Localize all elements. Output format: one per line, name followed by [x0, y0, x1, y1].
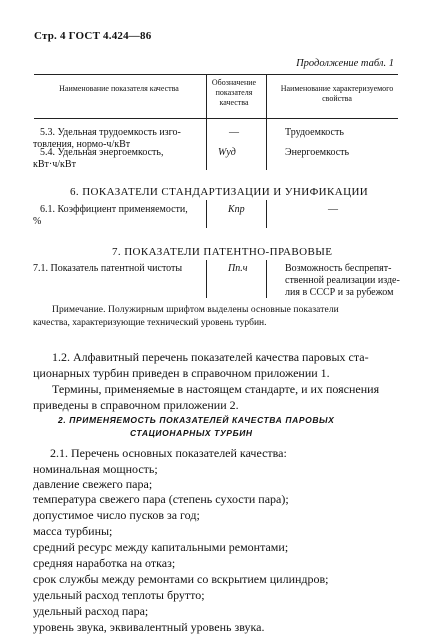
note-line: качества, характеризующие технический уровень турбин. — [33, 318, 267, 328]
note-line: Примечание. Полужирным шрифтом выделены основные показатели — [52, 305, 339, 315]
column-divider — [206, 74, 207, 118]
table-continuation-label: Продолжение табл. 1 — [296, 58, 394, 69]
row-symbol: — — [229, 127, 239, 138]
column-divider — [206, 118, 207, 170]
column-header-name: Наименование показателя качества — [59, 84, 179, 93]
table-section-title: 7. ПОКАЗАТЕЛИ ПАТЕНТНО-ПРАВОВЫЕ — [112, 246, 333, 258]
column-divider — [266, 200, 267, 228]
list-item: срок службы между ремонтами со вскрытием цилиндров; — [33, 572, 329, 586]
row-name-line: % — [33, 216, 42, 227]
list-item: средняя наработка на отказ; — [33, 556, 176, 570]
row-property-line: Возможность беспрепят- — [285, 263, 392, 274]
column-header-symbol: Обозначение показателя качества — [211, 78, 257, 107]
list-item: масса турбины; — [33, 524, 113, 538]
column-divider — [206, 260, 207, 298]
row-symbol: Kпр — [228, 204, 245, 215]
list-item: удельный расход теплоты брутто; — [33, 588, 205, 602]
row-name-line: 5.4. Удельная энергоемкость, — [40, 147, 164, 158]
table-top-rule — [34, 74, 398, 75]
row-property: Энергоемкость — [285, 147, 350, 158]
column-header-property: Наименование характеризуемого свойства — [280, 84, 394, 103]
row-name-line: 6.1. Коэффициент применяемости, — [40, 204, 188, 215]
section-heading: СТАЦИОНАРНЫХ ТУРБИН — [130, 428, 253, 438]
paragraph-line: 1.2. Алфавитный перечень показателей качества паровых ста- — [52, 350, 369, 364]
row-symbol: Wуд — [218, 147, 236, 158]
column-divider — [206, 200, 207, 228]
row-name-line: 5.3. Удельная трудоемкость изго- — [40, 127, 181, 138]
paragraph-line: приведены в справочном приложении 2. — [33, 398, 239, 412]
column-divider — [266, 74, 267, 118]
column-divider — [266, 118, 267, 170]
row-name: 7.1. Показатель патентной чистоты — [33, 263, 183, 274]
row-name-line: товления, нормо-ч/кВт — [33, 139, 131, 150]
row-property-line: ственной реализации изде- — [285, 275, 400, 286]
list-item: допустимое число пусков за год; — [33, 508, 200, 522]
table-section-title: 6. ПОКАЗАТЕЛИ СТАНДАРТИЗАЦИИ И УНИФИКАЦИИ — [70, 186, 369, 198]
row-property: Трудоемкость — [285, 127, 344, 138]
list-item: 2.1. Перечень основных показателей качества: — [50, 446, 287, 460]
list-item: температура свежего пара (степень сухости пара); — [33, 492, 289, 506]
list-item: уровень звука, эквивалентный уровень звука. — [33, 620, 265, 634]
column-divider — [266, 260, 267, 298]
list-item: средний ресурс между капитальными ремонтами; — [33, 540, 289, 554]
list-item: давление свежего пара; — [33, 477, 153, 491]
list-item: номинальная мощность; — [33, 462, 158, 476]
table-header-rule — [34, 118, 398, 119]
section-heading: 2. ПРИМЕНЯЕМОСТЬ ПОКАЗАТЕЛЕЙ КАЧЕСТВА ПАРОВЫХ — [58, 415, 335, 425]
list-item: удельный расход пара; — [33, 604, 149, 618]
row-symbol: Пп.ч — [228, 263, 248, 274]
row-name-line: кВт·ч/кВт — [33, 159, 76, 170]
paragraph-line: ционарных турбин приведен в справочном приложении 1. — [33, 366, 330, 380]
row-property-line: лия в СССР и за рубежом — [285, 287, 394, 298]
page-header: Стр. 4 ГОСТ 4.424—86 — [34, 30, 152, 42]
row-property: — — [328, 204, 338, 215]
paragraph-line: Термины, применяемые в настоящем стандарте, и их пояснения — [52, 382, 380, 396]
